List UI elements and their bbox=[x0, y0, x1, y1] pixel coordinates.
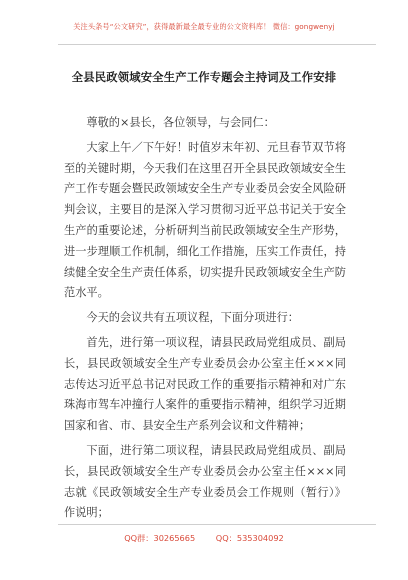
header-divider bbox=[58, 44, 376, 45]
document-body bbox=[64, 113, 346, 524]
header-promo-note: 关注头条号“公文研究”，获得最新最全最专业的公文资料库！ 微信：gongwenyj bbox=[73, 22, 335, 31]
body-paragraph: 大家上午／下午好！时值岁末年初、元旦春节双节将至的关键时期，今天我们在这里召开全县民政领域安全生产工作专题会暨民政领域安全生产专业委员会安全风险研判会议，主要目的是深入学习贯彻习近平总书记关于安全生产的重要论述，分析研判当前民政领域安全生产形势，进一步理顺工作机制，细化工作措施，压实工作责任，持续健全安全生产责任体系，切实提升民政领域安全生产防范水平。 bbox=[64, 140, 346, 300]
footer-divider bbox=[58, 524, 376, 525]
footer-qq: QQ：535304092 bbox=[215, 533, 284, 543]
body-paragraph: 下面，进行第二项议程，请县民政局党组成员、副局长，县民政领域安全生产专业委员会办公室主任×××同志就《民政领域安全生产专业委员会工作规则（暂行）》作说明； bbox=[64, 443, 346, 520]
body-paragraph: 首先，进行第一项议程，请县民政局党组成员、副局长，县民政领域安全生产专业委员会办公室主任×××同志传达习近平总书记对民政工作的重要指示精神和对广东珠海市驾车冲撞行人案件的重要指示精神，组织学习近期国家和省、市、县安全生产系列会议和文件精神； bbox=[64, 335, 346, 433]
footer-qq-group: QQ群：30265665 bbox=[124, 533, 196, 543]
document-title: 全县民政领域安全生产工作专题会主持词及工作安排 bbox=[71, 71, 337, 84]
salutation-paragraph: 尊敬的×县长，各位领导，与会同仁： bbox=[86, 116, 275, 129]
footer-contact bbox=[0, 533, 408, 544]
body-paragraph: 今天的会议共有五项议程，下面分项进行： bbox=[86, 311, 299, 325]
